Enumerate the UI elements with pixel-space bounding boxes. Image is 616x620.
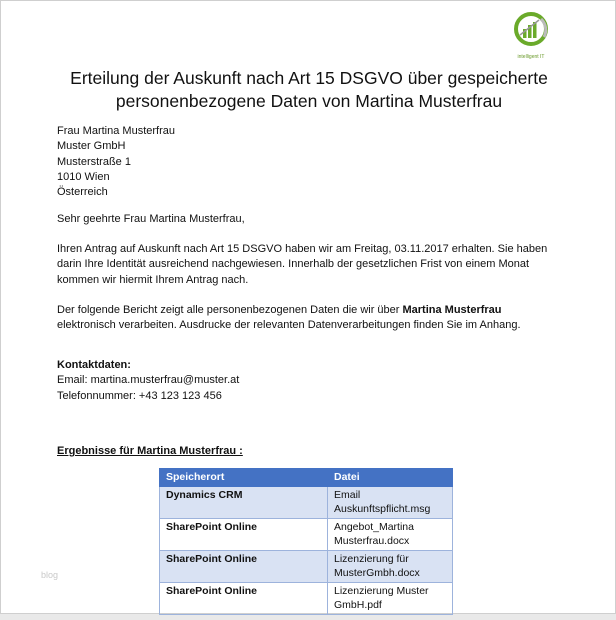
file-line: Lizenzierung Muster	[334, 584, 429, 597]
logo-chart-icon	[511, 11, 551, 47]
greeting: Sehr geehrte Frau Martina Musterfrau,	[57, 213, 245, 225]
address-line: 1010 Wien	[57, 170, 110, 183]
watermark: blog	[41, 570, 59, 580]
cell-location: SharePoint Online	[160, 582, 328, 614]
contact-email: Email: martina.musterfrau@muster.at	[57, 374, 240, 387]
cell-file	[328, 550, 453, 582]
address-line: Musterstraße 1	[57, 155, 131, 168]
cell-location: SharePoint Online	[160, 550, 328, 582]
file-line: Email	[334, 488, 361, 501]
file-line: MusterGmbh.docx	[334, 567, 420, 579]
paragraph-report	[57, 303, 547, 334]
title-line: personenbezogene Daten von Martina Musterfrau	[115, 91, 503, 111]
cell-location: Dynamics CRM	[160, 486, 328, 518]
recipient-address	[57, 124, 557, 200]
cell-location: SharePoint Online	[160, 518, 328, 550]
address-line: Muster GmbH	[57, 140, 126, 153]
header-location: Speicherort	[160, 469, 328, 487]
table-row	[160, 550, 453, 582]
file-line: Auskunftspflicht.msg	[334, 503, 431, 515]
header-file: Datei	[328, 469, 453, 487]
contact-heading: Kontaktdaten:	[57, 359, 131, 371]
table-row	[160, 582, 453, 614]
text: Der folgende Bericht zeigt alle personenbezogenen Daten die wir über	[57, 304, 403, 316]
logo-text: intelligent IT	[517, 54, 545, 60]
file-line: Lizenzierung für	[334, 552, 409, 565]
table-header	[160, 469, 453, 487]
text: elektronisch verarbeiten. Ausdrucke der relevanten Datenverarbeitungen finden Sie im Anhang.	[57, 319, 521, 332]
results-heading: Ergebnisse für Martina Musterfrau :	[57, 445, 243, 457]
cell-file	[328, 582, 453, 614]
paragraph-request: Ihren Antrag auf Auskunft nach Art 15 DSGVO haben wir am Freitag, 03.11.2017 erhalten. Sie haben darin Ihre Identität ausreichend nachgewiesen. Innerhalb der gesetzlichen Frist von einem Monat kommen wir hiermit Ihrem Antrag nach.	[57, 243, 548, 286]
table-row	[160, 518, 453, 550]
file-line: Angebot_Martina	[334, 520, 414, 533]
company-logo	[509, 11, 553, 60]
name-bold: Martina Musterfrau	[402, 304, 502, 316]
table-row	[160, 486, 453, 518]
contact-section	[57, 358, 557, 404]
file-line: GmbH.pdf	[334, 599, 382, 611]
contact-phone: Telefonnummer: +43 123 123 456	[57, 389, 222, 402]
cell-file	[328, 486, 453, 518]
address-line: Frau Martina Musterfrau	[57, 125, 175, 137]
file-line: Musterfrau.docx	[334, 535, 410, 547]
title-line: Erteilung der Auskunft nach Art 15 DSGVO über gespeicherte	[70, 68, 548, 88]
results-table	[159, 468, 453, 615]
page-title	[1, 67, 616, 113]
address-line: Österreich	[57, 186, 108, 199]
cell-file	[328, 518, 453, 550]
